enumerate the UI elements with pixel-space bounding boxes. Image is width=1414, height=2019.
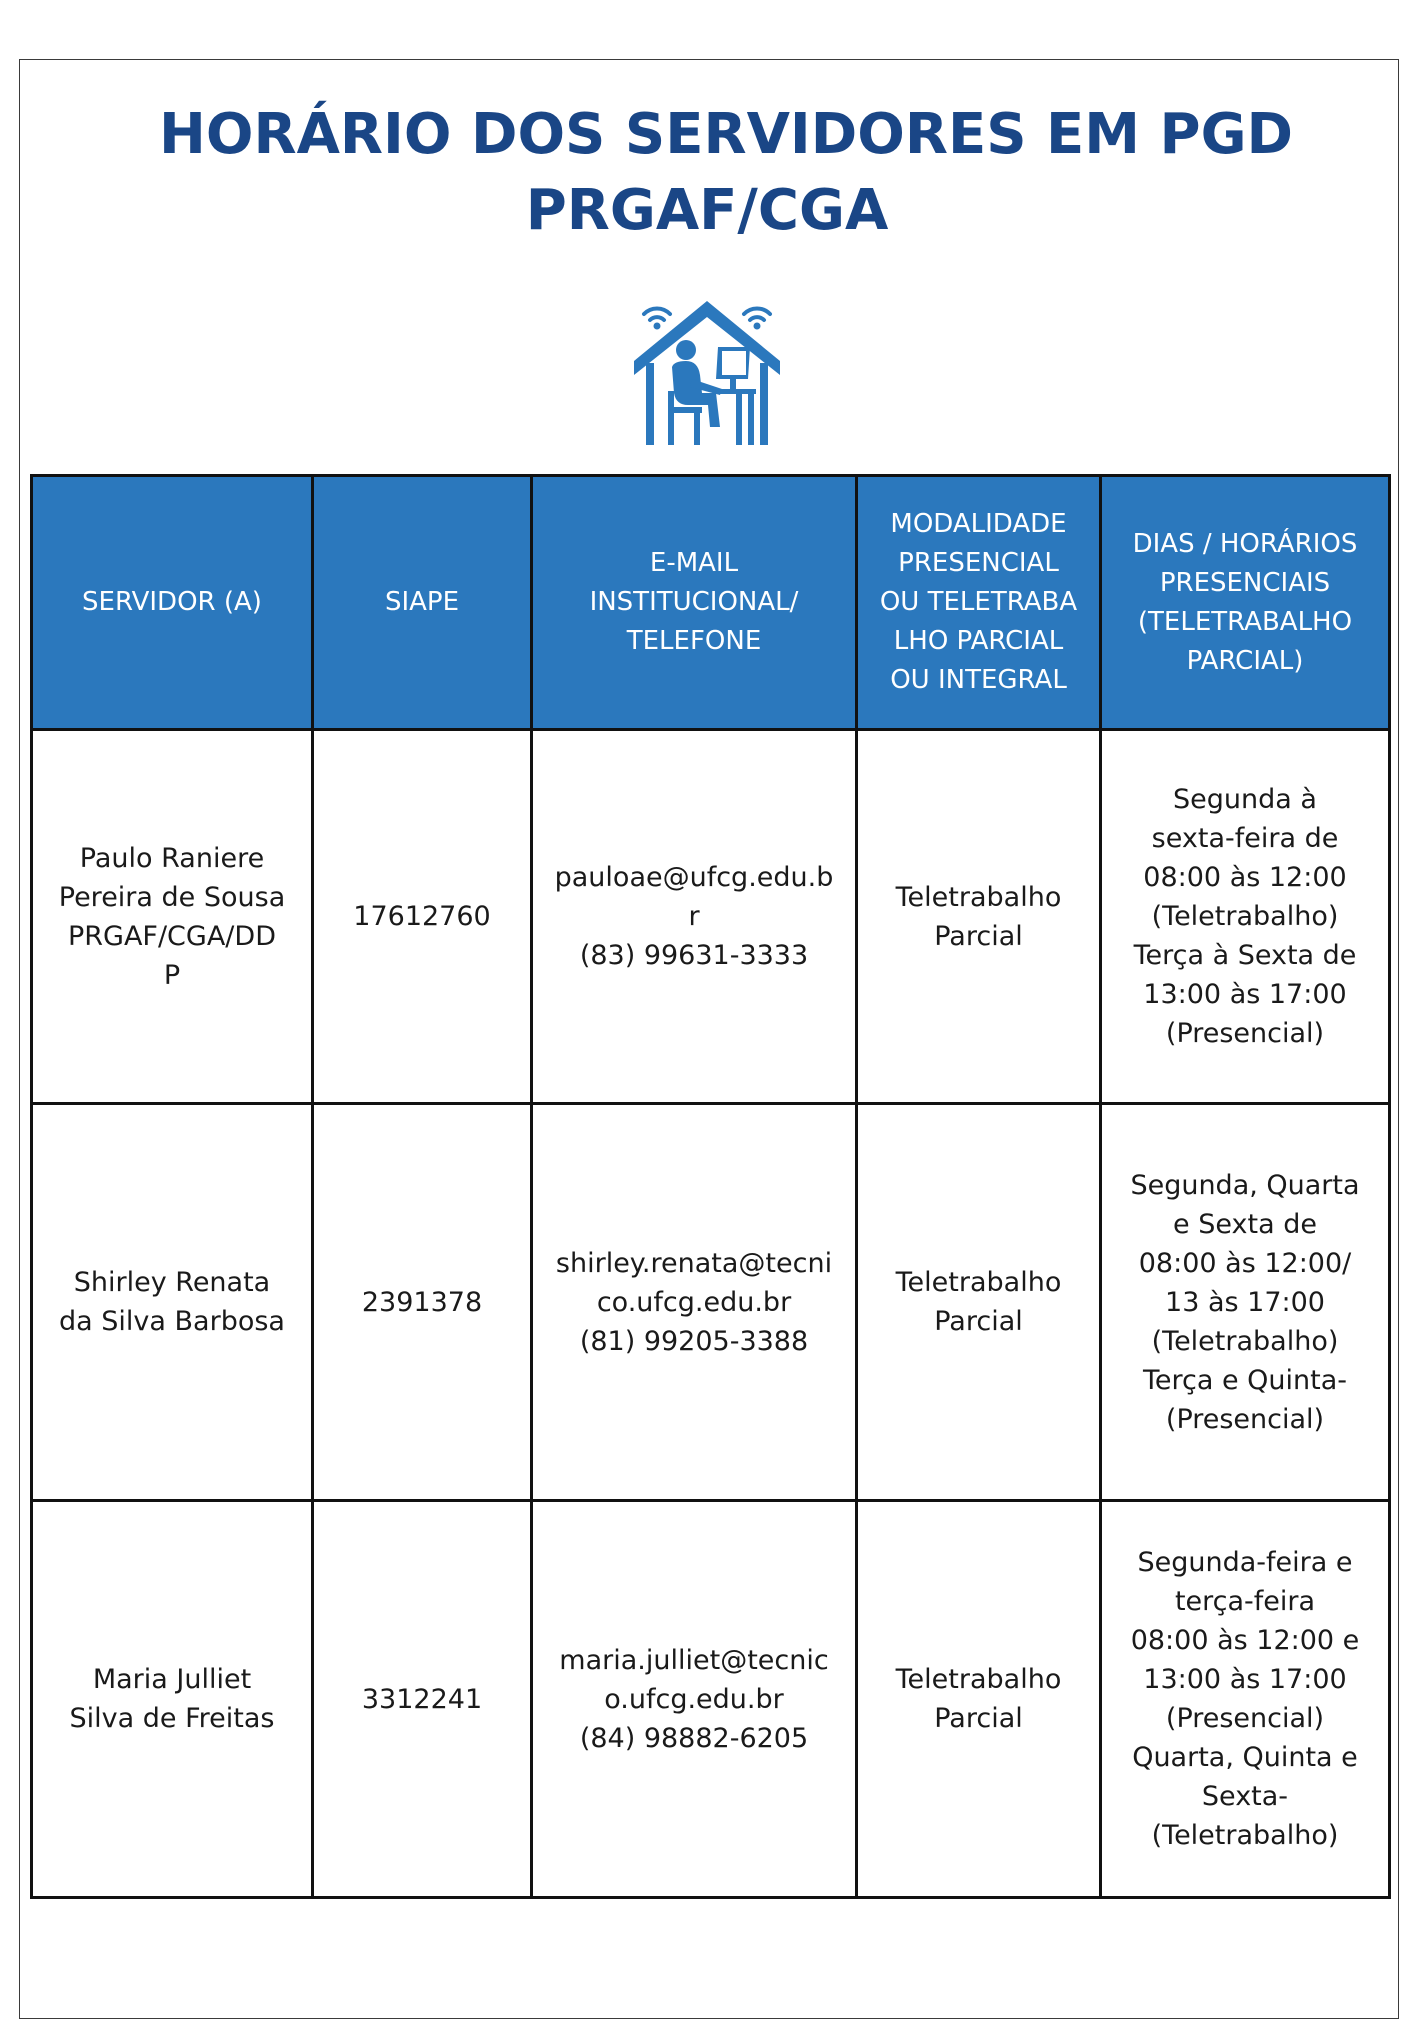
cell-contato: shirley.renata@tecni co.ufcg.edu.br (81) 99205-3388 — [532, 1104, 857, 1501]
cell-contato: maria.julliet@tecnic o.ufcg.edu.br (84) 98882-6205 — [532, 1501, 857, 1898]
table-row — [32, 1501, 1390, 1898]
header-modalidade: MODALIDADE PRESENCIAL OU TELETRABA LHO PARCIAL OU INTEGRAL — [857, 476, 1101, 730]
cell-horarios: Segunda, Quarta e Sexta de 08:00 às 12:00/ 13 às 17:00 (Teletrabalho) Terça e Quinta- (Presencial) — [1101, 1104, 1390, 1501]
header-servidor: SERVIDOR (A) — [32, 476, 313, 730]
cell-modalidade: Teletrabalho Parcial — [857, 1501, 1101, 1898]
table-header-row — [32, 476, 1390, 730]
cell-horarios: Segunda à sexta-feira de 08:00 às 12:00 (Teletrabalho) Terça à Sexta de 13:00 às 17:00 (Presencial) — [1101, 730, 1390, 1104]
cell-modalidade: Teletrabalho Parcial — [857, 730, 1101, 1104]
cell-servidor: Shirley Renata da Silva Barbosa — [32, 1104, 313, 1501]
cell-servidor: Maria Julliet Silva de Freitas — [32, 1501, 313, 1898]
table-row — [32, 1104, 1390, 1501]
cell-servidor: Paulo Raniere Pereira de Sousa PRGAF/CGA/DD P — [32, 730, 313, 1104]
header-email-telefone: E-MAIL INSTITUCIONAL/ TELEFONE — [532, 476, 857, 730]
cell-siape: 3312241 — [313, 1501, 532, 1898]
page-title: HORÁRIO DOS SERVIDORES EM PGD — [158, 102, 1294, 167]
header-siape: SIAPE — [313, 476, 532, 730]
page-subtitle: PRGAF/CGA — [525, 178, 889, 243]
remote-work-house-icon — [632, 295, 782, 445]
cell-siape: 17612760 — [313, 730, 532, 1104]
cell-horarios: Segunda-feira e terça-feira 08:00 às 12:00 e 13:00 às 17:00 (Presencial) Quarta, Quinta e Sexta- (Teletrabalho) — [1101, 1501, 1390, 1898]
header-dias-horarios: DIAS / HORÁRIOS PRESENCIAIS (TELETRABALHO PARCIAL) — [1101, 476, 1390, 730]
servers-schedule-table — [30, 474, 1391, 1899]
cell-contato: pauloae@ufcg.edu.b r (83) 99631-3333 — [532, 730, 857, 1104]
cell-modalidade: Teletrabalho Parcial — [857, 1104, 1101, 1501]
cell-siape: 2391378 — [313, 1104, 532, 1501]
table-row — [32, 730, 1390, 1104]
